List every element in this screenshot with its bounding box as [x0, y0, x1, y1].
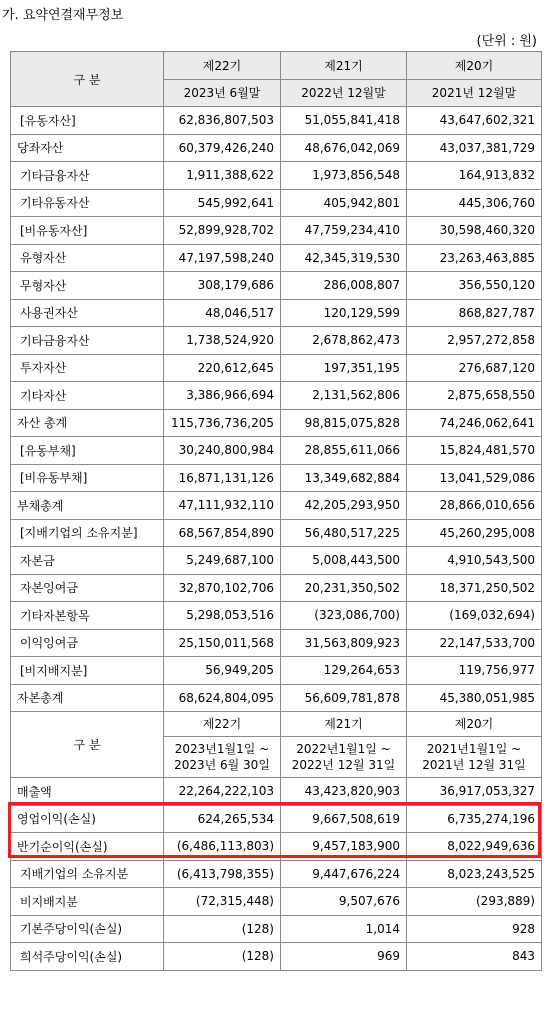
row-value: 969: [281, 943, 407, 971]
row-value: 129,264,653: [281, 657, 407, 685]
row-value: 20,231,350,502: [281, 574, 407, 602]
row-label: 자본총계: [11, 684, 164, 712]
financial-summary-table: [10, 51, 542, 971]
table-row: [11, 244, 542, 272]
row-value: 9,507,676: [281, 888, 407, 916]
row-value: 48,676,042,069: [281, 134, 407, 162]
row-value: (6,413,798,355): [164, 860, 281, 888]
row-value: 52,899,928,702: [164, 217, 281, 245]
table-row: [11, 684, 542, 712]
row-value: 276,687,120: [407, 354, 542, 382]
row-value: 31,563,809,923: [281, 629, 407, 657]
row-label: 유형자산: [11, 244, 164, 272]
table-row: [11, 778, 542, 806]
row-value: 56,609,781,878: [281, 684, 407, 712]
table-row: [11, 602, 542, 630]
row-value: 8,023,243,525: [407, 860, 542, 888]
row-value: 120,129,599: [281, 299, 407, 327]
row-value: 45,380,051,985: [407, 684, 542, 712]
row-label: 기타자산: [11, 382, 164, 410]
table-row: [11, 833, 542, 861]
header-date-1: 2022년 12월말: [281, 79, 407, 107]
row-label: [유동자산]: [11, 107, 164, 135]
row-value: (293,889): [407, 888, 542, 916]
row-label: 이익잉여금: [11, 629, 164, 657]
range-end: 2021년 12월 31일: [422, 758, 526, 772]
row-value: 25,150,011,568: [164, 629, 281, 657]
row-value: 405,942,801: [281, 189, 407, 217]
table-row: [11, 134, 542, 162]
row-value: 48,046,517: [164, 299, 281, 327]
row-value: 23,263,463,885: [407, 244, 542, 272]
header2-range-1: [281, 737, 407, 778]
range-end: 2023년 6월 30일: [174, 758, 270, 772]
row-value: 18,371,250,502: [407, 574, 542, 602]
header-date-2: 2021년 12월말: [407, 79, 542, 107]
row-value: 13,349,682,884: [281, 464, 407, 492]
row-label: 자산 총계: [11, 409, 164, 437]
table-row: [11, 492, 542, 520]
row-label: [비유동자산]: [11, 217, 164, 245]
row-value: (323,086,700): [281, 602, 407, 630]
row-value: 9,457,183,900: [281, 833, 407, 861]
table-row: [11, 629, 542, 657]
table-row: [11, 547, 542, 575]
row-value: (169,032,694): [407, 602, 542, 630]
row-value: 445,306,760: [407, 189, 542, 217]
row-value: 4,910,543,500: [407, 547, 542, 575]
range-start: 2023년1월1일 ~: [174, 742, 270, 756]
row-label: 기타유동자산: [11, 189, 164, 217]
row-value: (6,486,113,803): [164, 833, 281, 861]
row-value: (128): [164, 915, 281, 943]
row-value: 22,264,222,103: [164, 778, 281, 806]
row-value: 1,911,388,622: [164, 162, 281, 190]
row-value: 30,240,800,984: [164, 437, 281, 465]
header2-range-0: [164, 737, 281, 778]
row-value: 5,008,443,500: [281, 547, 407, 575]
row-value: 356,550,120: [407, 272, 542, 300]
row-value: 6,735,274,196: [407, 805, 542, 833]
row-value: 1,973,856,548: [281, 162, 407, 190]
row-value: 45,260,295,008: [407, 519, 542, 547]
header-date-0: 2023년 6월말: [164, 79, 281, 107]
table-row: [11, 272, 542, 300]
row-value: 30,598,460,320: [407, 217, 542, 245]
row-value: 28,855,611,066: [281, 437, 407, 465]
row-value: (72,315,448): [164, 888, 281, 916]
row-value: 2,875,658,550: [407, 382, 542, 410]
row-value: 545,992,641: [164, 189, 281, 217]
unit-note: (단위 : 원): [476, 34, 537, 49]
header-period-0: 제22기: [164, 52, 281, 80]
row-value: 47,759,234,410: [281, 217, 407, 245]
row-label: 희석주당이익(손실): [11, 943, 164, 971]
row-value: 13,041,529,086: [407, 464, 542, 492]
row-value: 43,647,602,321: [407, 107, 542, 135]
table-row: [11, 107, 542, 135]
row-value: 47,197,598,240: [164, 244, 281, 272]
table-row: [11, 299, 542, 327]
row-value: 22,147,533,700: [407, 629, 542, 657]
row-label: 반기순이익(손실): [11, 833, 164, 861]
row-value: 9,667,508,619: [281, 805, 407, 833]
table-row: [11, 574, 542, 602]
row-value: 5,298,053,516: [164, 602, 281, 630]
row-label: [비지배지분]: [11, 657, 164, 685]
header-period-2: 제20기: [407, 52, 542, 80]
row-value: 42,205,293,950: [281, 492, 407, 520]
header-period-1: 제21기: [281, 52, 407, 80]
row-value: 3,386,966,694: [164, 382, 281, 410]
row-value: 62,836,807,503: [164, 107, 281, 135]
row-value: 98,815,075,828: [281, 409, 407, 437]
table-row: [11, 915, 542, 943]
row-value: 1,014: [281, 915, 407, 943]
section-title: 가. 요약연결재무정보: [2, 8, 124, 23]
header2-row-periods: [11, 712, 542, 737]
row-value: 286,008,807: [281, 272, 407, 300]
table-row: [11, 519, 542, 547]
row-value: 164,913,832: [407, 162, 542, 190]
row-label: [유동부채]: [11, 437, 164, 465]
row-value: 868,827,787: [407, 299, 542, 327]
table-row: [11, 162, 542, 190]
row-value: 2,957,272,858: [407, 327, 542, 355]
row-label: 사용권자산: [11, 299, 164, 327]
row-value: 8,022,949,636: [407, 833, 542, 861]
row-value: 2,131,562,806: [281, 382, 407, 410]
header2-period-2: 제20기: [407, 712, 542, 737]
header2-gubun: 구 분: [11, 712, 164, 778]
header2-range-2: [407, 737, 542, 778]
row-value: 1,738,524,920: [164, 327, 281, 355]
table-row: [11, 888, 542, 916]
table-row: [11, 657, 542, 685]
range-end: 2022년 12월 31일: [291, 758, 396, 772]
row-value: 220,612,645: [164, 354, 281, 382]
row-label: [비유동부채]: [11, 464, 164, 492]
row-label: 무형자산: [11, 272, 164, 300]
row-label: 기본주당이익(손실): [11, 915, 164, 943]
row-value: 68,624,804,095: [164, 684, 281, 712]
row-label: 매출액: [11, 778, 164, 806]
table-row: [11, 464, 542, 492]
row-value: 43,423,820,903: [281, 778, 407, 806]
row-value: 119,756,977: [407, 657, 542, 685]
row-label: 투자자산: [11, 354, 164, 382]
table-row: [11, 217, 542, 245]
row-value: 56,949,205: [164, 657, 281, 685]
header-row-periods: [11, 52, 542, 80]
row-value: 36,917,053,327: [407, 778, 542, 806]
row-value: 928: [407, 915, 542, 943]
row-value: 15,824,481,570: [407, 437, 542, 465]
row-label: 기타금융자산: [11, 327, 164, 355]
row-value: 5,249,687,100: [164, 547, 281, 575]
row-value: 68,567,854,890: [164, 519, 281, 547]
header2-period-1: 제21기: [281, 712, 407, 737]
row-label: 당좌자산: [11, 134, 164, 162]
table-row: [11, 354, 542, 382]
row-value: 74,246,062,641: [407, 409, 542, 437]
row-value: 28,866,010,656: [407, 492, 542, 520]
row-label: 자본잉여금: [11, 574, 164, 602]
row-value: 197,351,195: [281, 354, 407, 382]
row-value: 624,265,534: [164, 805, 281, 833]
row-label: 기타금융자산: [11, 162, 164, 190]
row-value: 56,480,517,225: [281, 519, 407, 547]
table-row: [11, 189, 542, 217]
table-row: [11, 409, 542, 437]
table-row: [11, 860, 542, 888]
row-value: 308,179,686: [164, 272, 281, 300]
row-value: 60,379,426,240: [164, 134, 281, 162]
row-label: 비지배지분: [11, 888, 164, 916]
table-row: [11, 805, 542, 833]
table-row: [11, 943, 542, 971]
row-label: 지배기업의 소유지분: [11, 860, 164, 888]
row-value: 115,736,736,205: [164, 409, 281, 437]
row-value: 32,870,102,706: [164, 574, 281, 602]
row-value: 43,037,381,729: [407, 134, 542, 162]
header2-period-0: 제22기: [164, 712, 281, 737]
range-start: 2021년1월1일 ~: [426, 742, 522, 756]
row-label: 부채총계: [11, 492, 164, 520]
row-value: 47,111,932,110: [164, 492, 281, 520]
row-value: 2,678,862,473: [281, 327, 407, 355]
row-value: 42,345,319,530: [281, 244, 407, 272]
row-label: [지배기업의 소유지분]: [11, 519, 164, 547]
table-row: [11, 382, 542, 410]
row-label: 자본금: [11, 547, 164, 575]
row-value: 9,447,676,224: [281, 860, 407, 888]
row-value: 843: [407, 943, 542, 971]
header-gubun: 구 분: [11, 52, 164, 107]
range-start: 2022년1월1일 ~: [296, 742, 391, 756]
row-label: 영업이익(손실): [11, 805, 164, 833]
row-value: 51,055,841,418: [281, 107, 407, 135]
row-value: (128): [164, 943, 281, 971]
row-value: 16,871,131,126: [164, 464, 281, 492]
table-row: [11, 437, 542, 465]
table-row: [11, 327, 542, 355]
row-label: 기타자본항목: [11, 602, 164, 630]
